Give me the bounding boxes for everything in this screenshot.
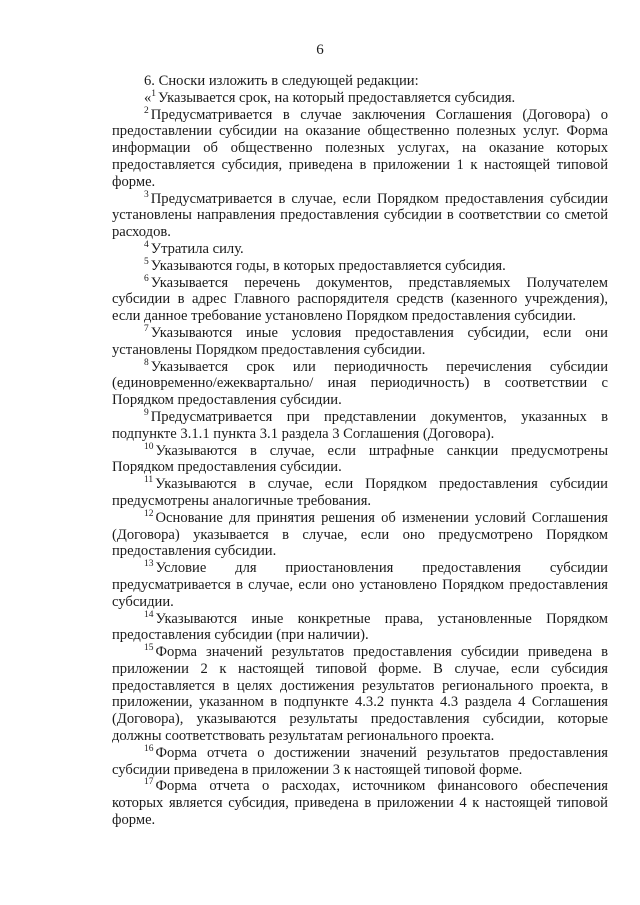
footnote-list [112,90,608,829]
footnote-paragraph [112,258,608,275]
footnote-text: Указываются иные условия предоставления субсидии, если они установлены Порядком предоставления субсидии. [112,324,608,358]
footnote-number: 9 [144,407,149,418]
footnote-text: Предусматривается в случае, если Порядком предоставления субсидии установлены направления предоставления субсидии в соответствии со сметой расходов. [112,190,608,241]
footnote-number: 6 [144,273,149,284]
footnote-text: Форма отчета о достижении значений результатов предоставления субсидии приведена в приложении 3 к настоящей типовой форме. [112,744,608,778]
footnote-paragraph [112,443,608,477]
footnote-text: Утратила силу. [150,240,244,257]
footnote-text: Указываются годы, в которых предоставляется субсидия. [150,257,506,274]
footnote-number: 7 [144,323,149,334]
footnote-paragraph [112,359,608,409]
footnote-text: Предусматривается в случае заключения Соглашения (Договора) о предоставлении субсидии на оказание общественно полезных услуг. Форма информации об общественно полезных услугах, на оказание которых предоставляется субсидия, приведена в приложении 1 к настоящей типовой форме. [112,106,608,190]
footnote-text: Основание для принятия решения об изменении условий Соглашения (Договора) указывается в случае, если оно предусмотрено Порядком предоставления субсидии. [112,509,608,560]
footnote-paragraph [112,107,608,191]
footnote-paragraph [112,275,608,325]
footnote-number: 5 [144,256,149,267]
footnote-number: 11 [144,475,154,486]
footnote-text: Условие для приостановления предоставления субсидии предусматривается в случае, если оно установлено Порядком предоставления субсидии. [112,560,608,610]
footnote-text: Указываются иные конкретные права, установленные Порядком предоставления субсидии (при наличии). [112,610,608,644]
footnote-text: Указывается срок или периодичность перечисления субсидии (единовременно/ежеквартально/ иная периодичность) в соответствии с Порядком предоставления субсидии. [112,358,608,409]
footnote-number: 12 [144,508,154,519]
footnote-text: Указываются в случае, если штрафные санкции предусмотрены Порядком предоставления субсидии. [112,442,608,476]
footnote-text: Указываются в случае, если Порядком предоставления субсидии предусмотрены аналогичные требования. [112,476,608,509]
footnote-number: 15 [144,643,154,654]
footnote-paragraph [112,611,608,645]
footnote-number: 16 [144,743,154,754]
footnote-text: Форма значений результатов предоставления субсидии приведена в приложении 2 к настоящей типовой форме. В случае, если субсидия предоставляется в целях достижения результатов регионального проекта, в приложении, указанном в подпункте 4.3.2 пункта 4.3 раздела 4 Соглашения (Договора), указываются результаты предоставления субсидии, которые должны соответствовать результатам регионального проекта. [112,644,608,745]
footnote-number: 10 [144,441,154,452]
footnote-text: Указывается срок, на который предоставляется субсидия. [158,89,516,106]
footnote-paragraph [112,191,608,241]
footnote-number: 1 [151,88,157,99]
footnote-prefix: « [144,89,152,106]
footnote-paragraph [112,510,608,560]
footnote-paragraph [112,90,608,107]
footnote-paragraph [112,409,608,443]
footnote-paragraph [112,241,608,258]
footnote-number: 14 [144,609,154,620]
footnote-number: 4 [144,239,149,250]
footnote-text: Указывается перечень документов, представляемых Получателем субсидии в адрес Главного распорядителя средств (казенного учреждения), если данное требование установлено Порядком предоставления субсидии. [112,274,608,325]
footnote-number: 17 [144,777,154,788]
footnote-text: Форма отчета о расходах, источником финансового обеспечения которых является субсидия, приведена в приложении 4 к настоящей типовой форме. [112,778,608,829]
page-number: 6 [316,42,324,58]
footnote-paragraph [112,778,608,828]
footnote-number: 3 [144,189,149,200]
footnote-number: 13 [144,559,154,570]
footnote-paragraph [112,476,608,510]
footnote-paragraph [112,644,608,745]
footnote-number: 8 [144,357,149,368]
intro-paragraph: 6. Сноски изложить в следующей редакции: [144,73,419,89]
footnote-paragraph [112,745,608,779]
footnote-paragraph [112,325,608,359]
footnote-number: 2 [144,105,149,116]
footnote-paragraph [112,560,608,610]
document-body [112,73,608,829]
footnote-text: Предусматривается при представлении документов, указанных в подпункте 3.1.1 пункта 3.1 раздела 3 Соглашения (Договора). [112,408,608,442]
